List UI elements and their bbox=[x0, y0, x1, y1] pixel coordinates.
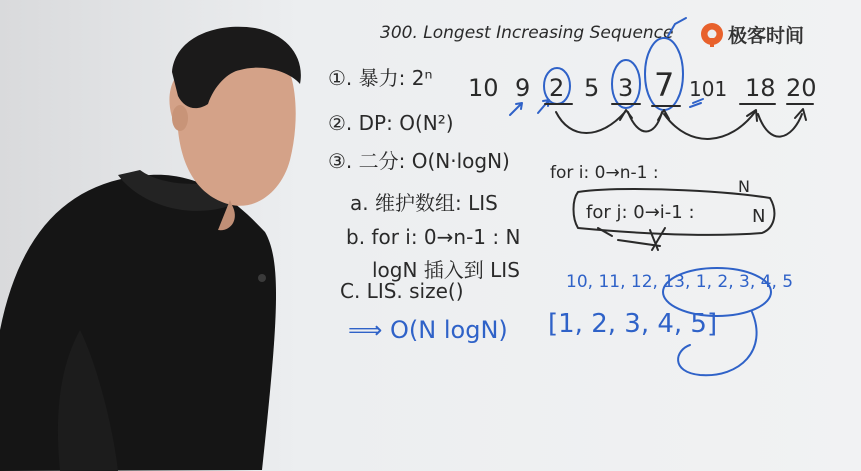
step-insert: logN 插入到 LIS bbox=[372, 258, 520, 282]
seq-item-2: 2 bbox=[549, 74, 565, 102]
inner-loop: for j: 0→i-1 : bbox=[586, 202, 695, 223]
step-a: a. 维护数组: LIS bbox=[350, 191, 498, 215]
outer-loop-cost: N bbox=[738, 177, 750, 196]
approach-dp: ②. DP: O(N²) bbox=[328, 111, 454, 135]
inner-loop-cost: N bbox=[752, 206, 766, 227]
example-input: 10, 11, 12, 13, 1, 2, 3, 4, 5 bbox=[566, 272, 794, 292]
seq-item-9: 9 bbox=[515, 74, 531, 102]
outer-loop: for i: 0→n-1 : bbox=[550, 163, 659, 183]
approach-brute-force: ①. 暴力: 2ⁿ bbox=[328, 66, 433, 90]
seq-item-10: 10 bbox=[468, 74, 499, 102]
complexity-result: ⟹ O(N logN) bbox=[348, 316, 508, 344]
step-c: C. LIS. size() bbox=[340, 279, 464, 303]
microphone-icon bbox=[258, 274, 266, 282]
example-lis: [1, 2, 3, 4, 5] bbox=[548, 309, 718, 339]
approach-binary-search: ③. 二分: O(N·logN) bbox=[328, 149, 510, 173]
geekbang-logo bbox=[701, 23, 804, 47]
seq-item-101: 101 bbox=[689, 77, 728, 101]
logo-text: 极客时间 bbox=[728, 26, 805, 47]
seq-item-20: 20 bbox=[786, 74, 817, 102]
seq-item-7: 7 bbox=[654, 66, 675, 104]
seq-item-18: 18 bbox=[745, 74, 776, 102]
board-title: 300. Longest Increasing Sequence bbox=[380, 23, 674, 43]
seq-item-3: 3 bbox=[618, 74, 634, 102]
step-b: b. for i: 0→n-1 : N bbox=[346, 225, 521, 249]
seq-item-5: 5 bbox=[584, 74, 600, 102]
